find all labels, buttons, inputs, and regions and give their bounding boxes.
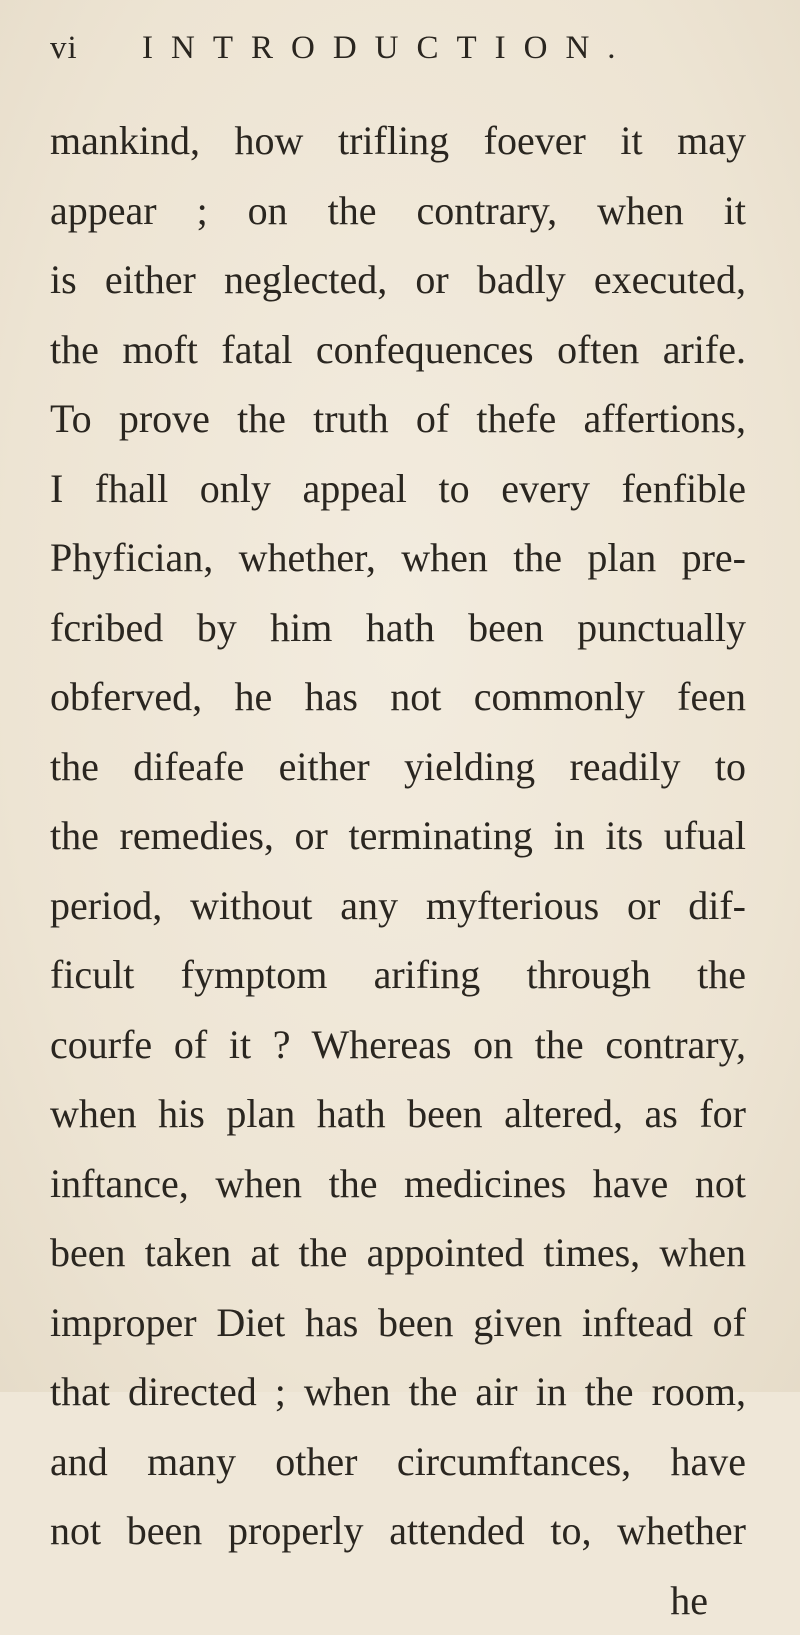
catchword: he [50,1566,746,1635]
page-number: vi [50,30,142,67]
text-line: and many other circumftances, have [50,1427,746,1497]
section-title: INTRODUCTION. [142,30,634,67]
text-line: appear ; on the contrary, when it [50,176,746,246]
text-line: the difeafe either yielding readily to [50,732,746,802]
text-line: mankind, how trifling foever it may [50,106,746,176]
text-line: that directed ; when the air in the room, [50,1357,746,1427]
text-line: obferved, he has not commonly feen [50,662,746,732]
text-line: when his plan hath been altered, as for [50,1079,746,1149]
text-line: not been properly attended to, whether [50,1496,746,1566]
text-line: courfe of it ? Whereas on the contrary, [50,1010,746,1080]
text-line: period, without any myfterious or dif- [50,871,746,941]
text-line: been taken at the appointed times, when [50,1218,746,1288]
running-head [50,30,750,90]
text-line: improper Diet has been given inftead of [50,1288,746,1358]
text-line: inftance, when the medicines have not [50,1149,746,1219]
text-line: To prove the truth of thefe affertions, [50,384,746,454]
text-line: the remedies, or terminating in its ufual [50,801,746,871]
text-line: Phyfician, whether, when the plan pre- [50,523,746,593]
text-line: the moft fatal confequences often arife. [50,315,746,385]
text-line: I fhall only appeal to every fenfible [50,454,746,524]
text-line: ficult fymptom arifing through the [50,940,746,1010]
text-line: fcribed by him hath been punctually [50,593,746,663]
text-line: is either neglected, or badly executed, [50,245,746,315]
body-text [50,106,750,1635]
